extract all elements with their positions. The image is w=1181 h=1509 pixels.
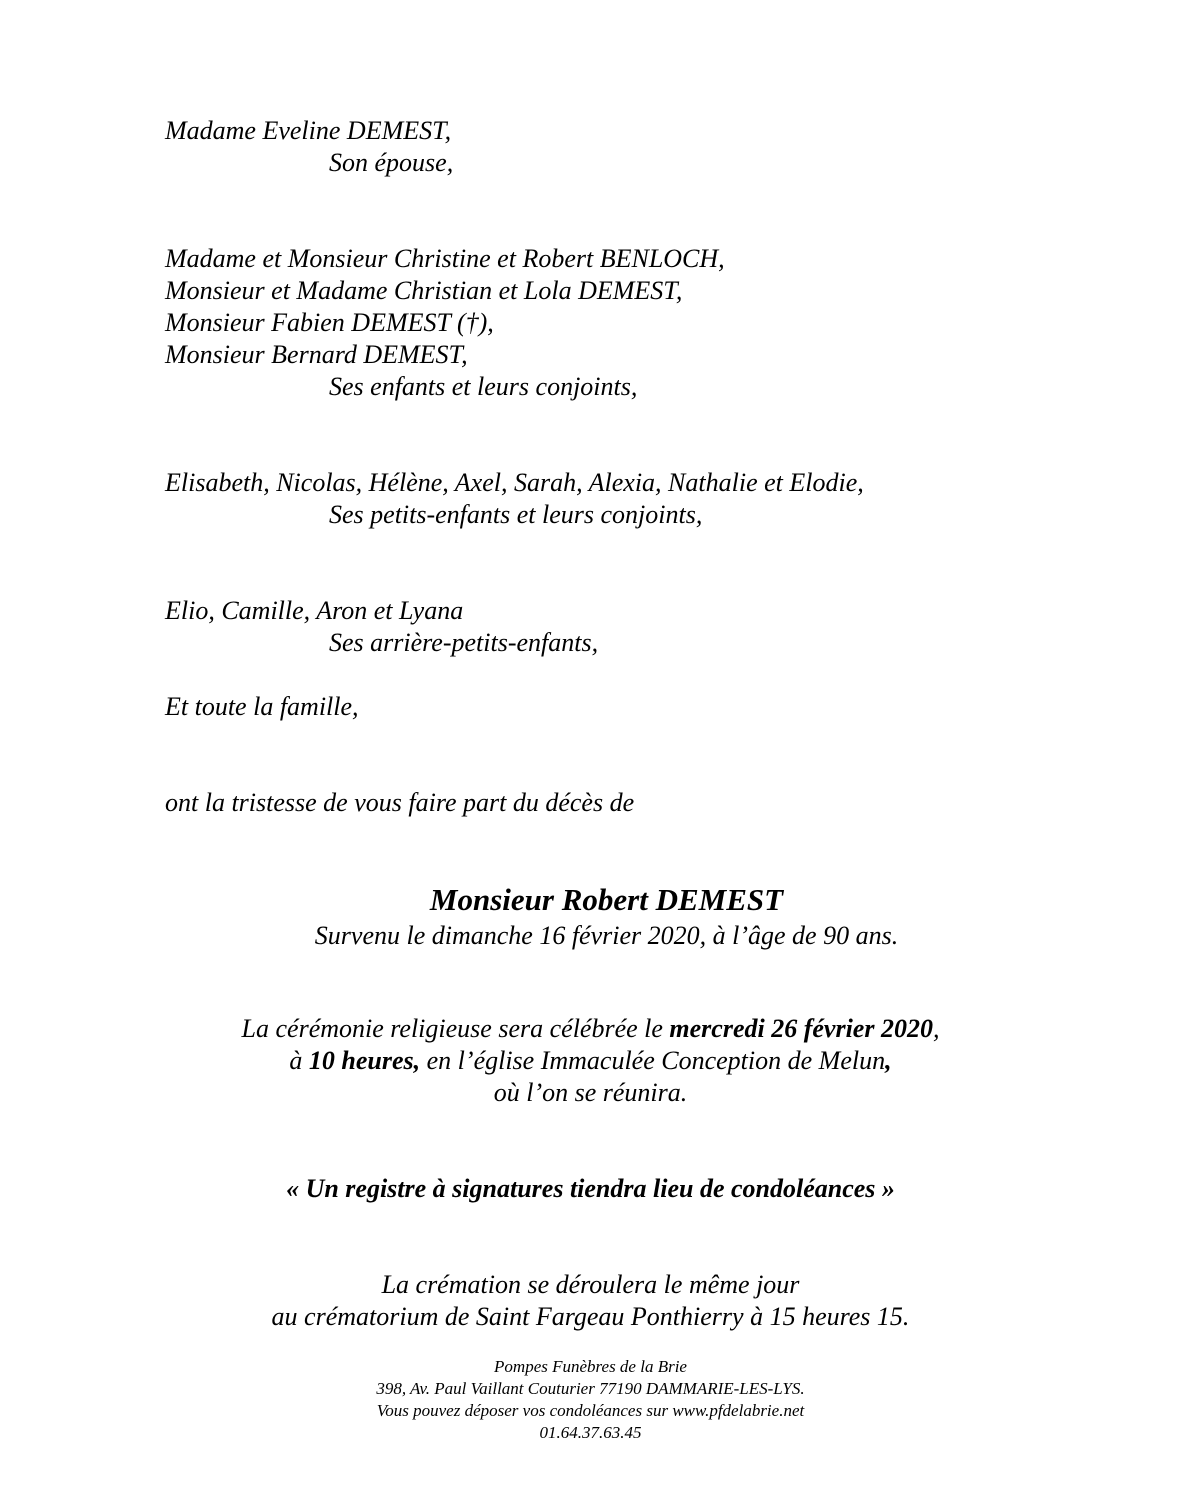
child-name: Monsieur Fabien DEMEST (†), — [165, 308, 494, 337]
footer-company: Pompes Funèbres de la Brie — [494, 1357, 687, 1376]
great-grandchildren-names: Elio, Camille, Aron et Lyana — [165, 596, 464, 625]
grandchildren-names: Elisabeth, Nicolas, Hélène, Axel, Sarah, Alexia, Nathalie et Elodie, — [165, 468, 864, 497]
child-name: Monsieur et Madame Christian et Lola DEMEST, — [165, 276, 683, 305]
condolences-note: « Un registre à signatures tiendra lieu de condoléances » — [286, 1174, 895, 1203]
child-name: Madame et Monsieur Christine et Robert BENLOCH, — [165, 244, 725, 273]
footer-phone: 01.64.37.63.45 — [539, 1423, 642, 1442]
spouse-relation: Son épouse, — [329, 148, 454, 177]
cremation-line-2: au crématorium de Saint Fargeau Ponthierry à 15 heures 15. — [271, 1302, 910, 1331]
ceremony-line-3: où l’on se réunira. — [493, 1078, 688, 1107]
footer-address: 398, Av. Paul Vaillant Couturier 77190 DAMMARIE-LES-LYS. — [376, 1379, 805, 1398]
children-relation: Ses enfants et leurs conjoints, — [329, 372, 638, 401]
ceremony-date: mercredi 26 février 2020 — [669, 1014, 933, 1043]
spouse-name: Madame Eveline DEMEST, — [165, 116, 452, 145]
announcement-line: ont la tristesse de vous faire part du décès de — [165, 788, 635, 817]
cremation-line-1: La crémation se déroulera le même jour — [381, 1270, 800, 1299]
great-grandchildren-relation: Ses arrière-petits-enfants, — [329, 628, 599, 657]
grandchildren-relation: Ses petits-enfants et leurs conjoints, — [329, 500, 703, 529]
child-name: Monsieur Bernard DEMEST, — [165, 340, 468, 369]
family-line: Et toute la famille, — [165, 692, 359, 721]
footer-website-note: Vous pouvez déposer vos condoléances sur www.pfdelabrie.net — [376, 1401, 805, 1420]
ceremony-time: 10 heures, — [308, 1046, 421, 1075]
deceased-details: Survenu le dimanche 16 février 2020, à l’âge de 90 ans. — [314, 921, 899, 950]
deceased-name: Monsieur Robert DEMEST — [429, 882, 784, 917]
ceremony-line-2: à 10 heures, en l’église Immaculée Conception de Melun, — [289, 1046, 892, 1075]
ceremony-line-1: La cérémonie religieuse sera célébrée le mercredi 26 février 2020, — [241, 1014, 940, 1043]
